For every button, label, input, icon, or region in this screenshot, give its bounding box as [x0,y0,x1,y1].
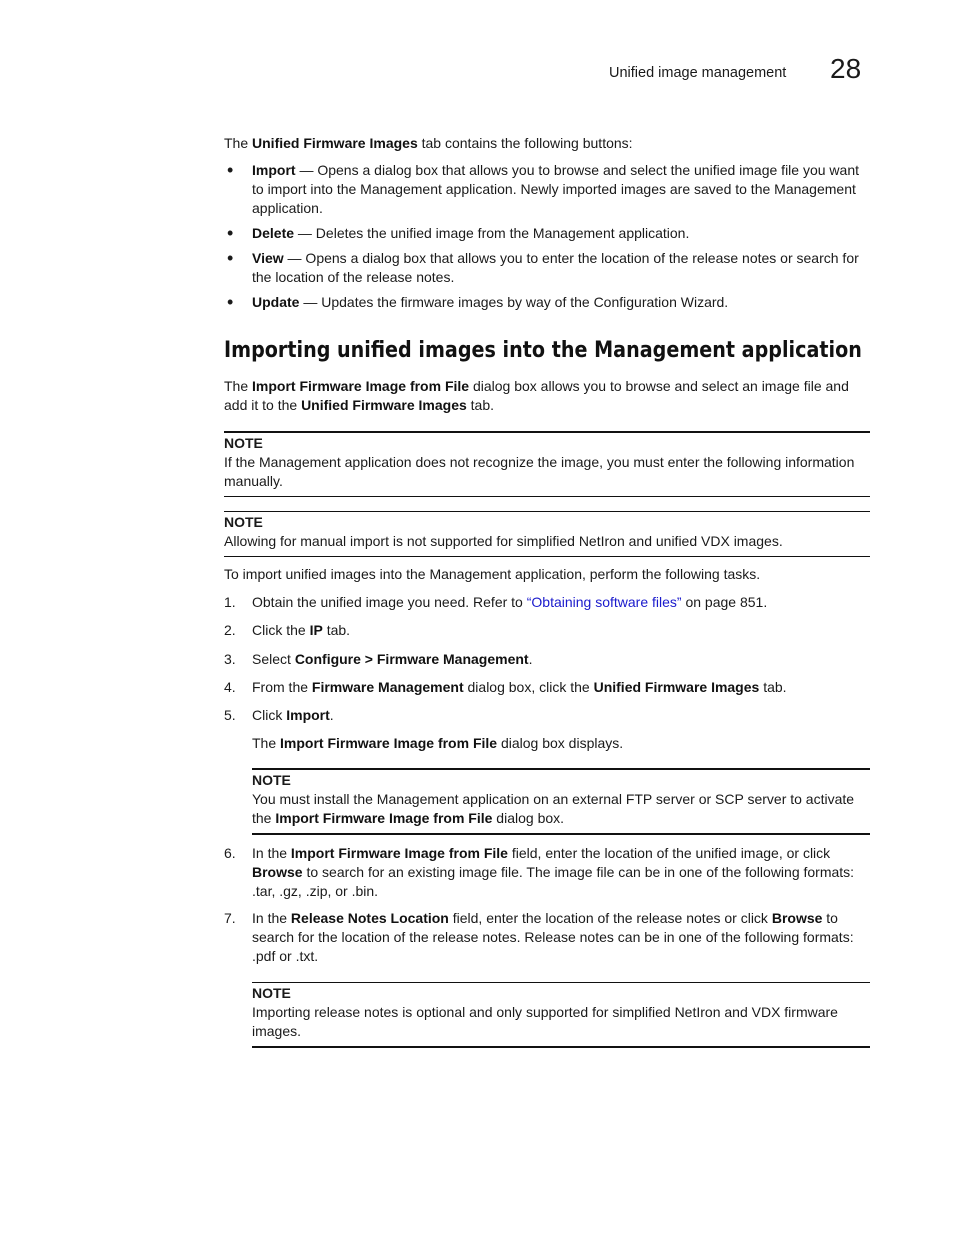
procedure-lead: To import unified images into the Management application, perform the following tasks. [224,566,761,582]
note-text: You must install the Management application on an external FTP server or SCP server to activate the Import Firmware Image from File dialog box. [252,791,855,826]
procedure-step: 4. From the Firmware Management dialog box, click the Unified Firmware Images tab. [224,679,787,695]
section-heading: Importing unified images into the Management application [224,338,862,363]
list-item: • Import — Opens a dialog box that allows you to browse and select the unified image file you want to import into the Management application. Newly imported images are saved to the Management application. [224,161,868,218]
button-list [224,161,868,318]
note-box [252,768,870,835]
chapter-number: 28 [830,53,862,84]
procedure-step: 1. Obtain the unified image you need. Refer to “Obtaining software files” on page 851. [224,594,768,610]
note-label: NOTE [224,514,263,530]
procedure-step: 7. In the Release Notes Location field, enter the location of the release notes or click Browse to search for the location of the release notes. Release notes can be in one of the following formats: .pdf or .txt. [224,910,854,964]
procedure-step: 6. In the Import Firmware Image from File field, enter the location of the unified image, or click Browse to search for an existing image file. The image file can be in one of the following formats: .tar, .gz, .zip, or .bin. [224,845,855,899]
note-text: Importing release notes is optional and only supported for simplified NetIron and VDX firmware images. [252,1004,838,1039]
note-box [224,431,870,497]
note-box [252,982,870,1048]
note-label: NOTE [224,435,263,451]
cross-reference-link[interactable]: “Obtaining software files” [526,594,682,610]
note-text: If the Management application does not recognize the image, you must enter the following information manually. [224,454,855,489]
note-label: NOTE [252,772,291,788]
note-label: NOTE [252,985,291,1001]
list-item: • Delete — Deletes the unified image from the Management application. [224,224,868,243]
section-paragraph: The Import Firmware Image from File dialog box allows you to browse and select an image file and add it to the Unified Firmware Images tab. [224,378,849,413]
note-text: Allowing for manual import is not supported for simplified NetIron and unified VDX images. [224,533,783,549]
procedure-step: 5. Click Import. [224,707,334,723]
intro-paragraph: The Unified Firmware Images tab contains the following buttons: [224,135,633,151]
procedure-step: 3. Select Configure > Firmware Management. [224,651,533,667]
list-item: • View — Opens a dialog box that allows you to enter the location of the release notes or search for the location of the release notes. [224,249,868,287]
step-result: The Import Firmware Image from File dialog box displays. [252,735,624,751]
ui-term: Unified Firmware Images [252,135,418,151]
list-item: • Update — Updates the firmware images by way of the Configuration Wizard. [224,293,868,312]
procedure-step: 2. Click the IP tab. [224,622,351,638]
note-box [224,511,870,557]
running-header-title: Unified image management [609,65,787,81]
